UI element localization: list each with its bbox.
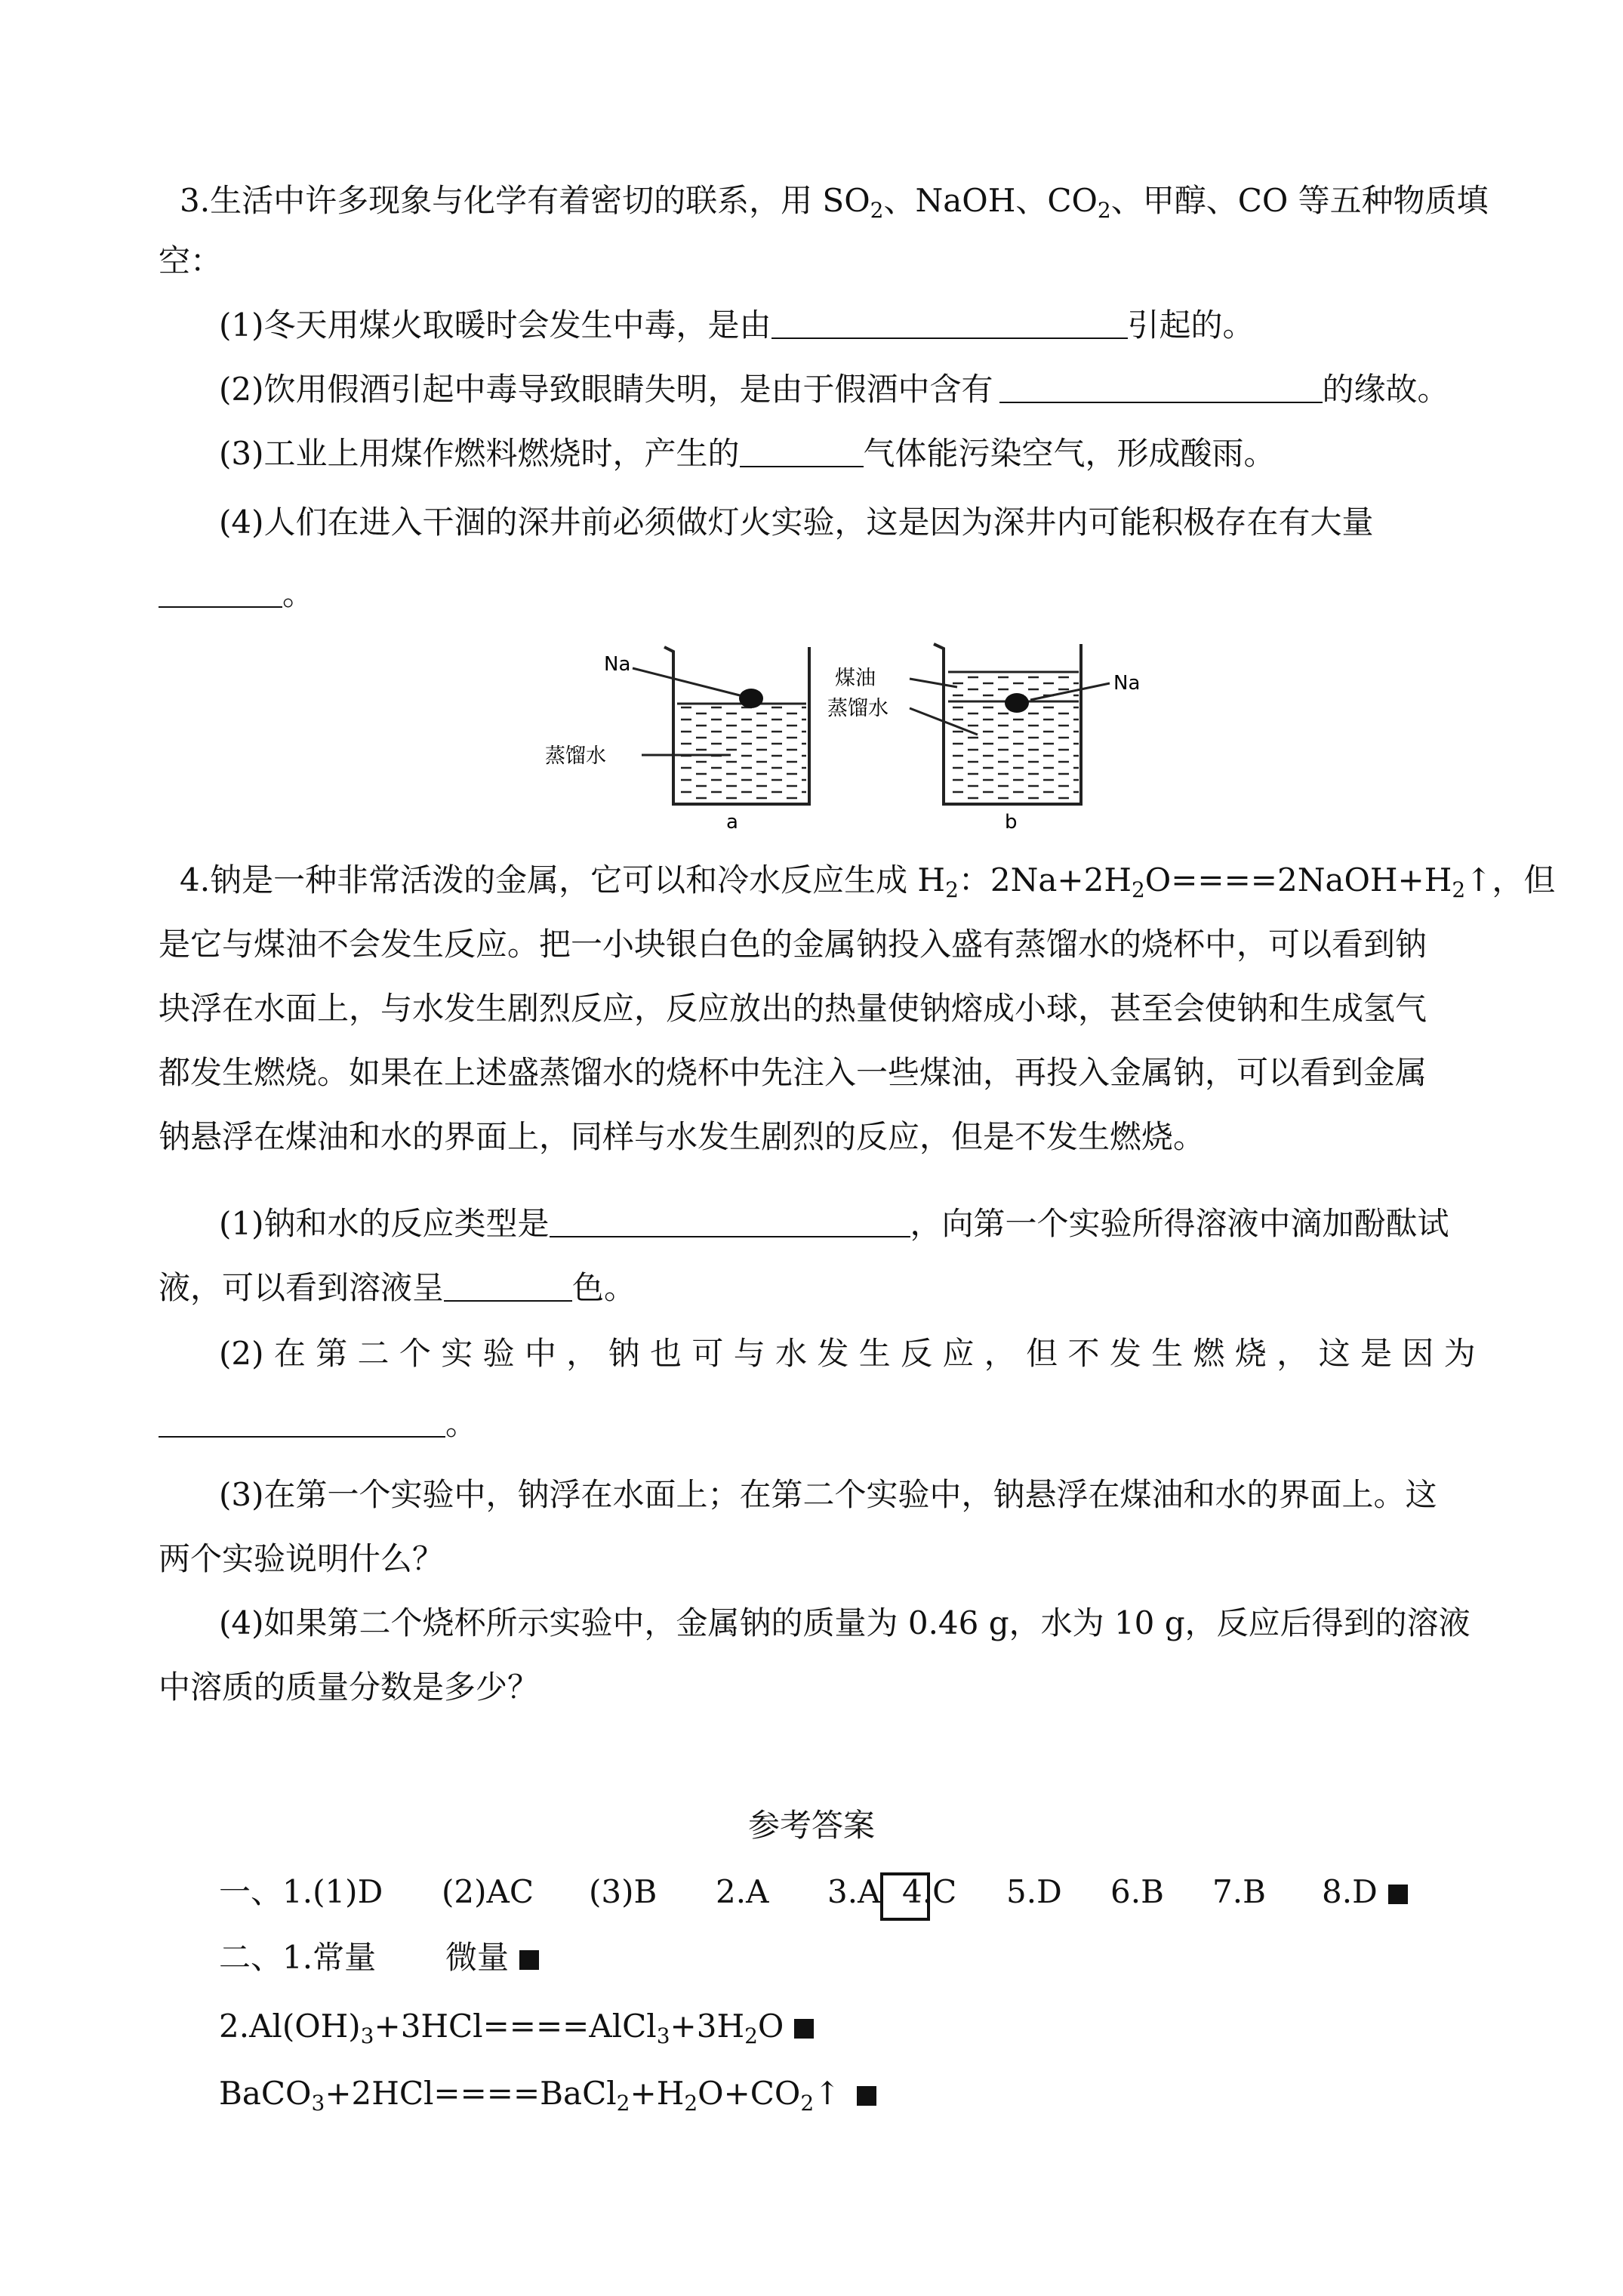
- square-marker: [794, 2019, 814, 2039]
- q4-part3: (3)在第一个实验中，钠浮在水面上；在第二个实验中，钠悬浮在煤油和水的界面上。这: [219, 1476, 1437, 1513]
- q4-part3-cont: 两个实验说明什么？: [159, 1540, 445, 1577]
- sodium-ball: [739, 689, 763, 708]
- answer-item: 二、1.常量: [219, 1939, 377, 1976]
- answer-item: 3.A: [827, 1873, 881, 1910]
- answers-row2: [219, 1925, 1532, 1990]
- answer-equation-1: $2.Al(OH)_3+3HCl====AlCl_3+3H_2O$: [219, 1994, 1532, 2069]
- highlight-box: [880, 1872, 930, 1921]
- label-distilled-water: 蒸馏水: [545, 744, 606, 768]
- q4-part1: (1)钠和水的反应类型是 ，向第一个实验所得溶液中滴加酚酞试: [219, 1191, 1472, 1256]
- answer-item: 7.B: [1212, 1873, 1266, 1910]
- beaker-b: [827, 644, 1140, 834]
- label-na: Na: [1113, 672, 1141, 695]
- label-na: Na: [604, 653, 631, 676]
- q3-stem-line2: 空：: [159, 242, 223, 279]
- q3-part1: (1)冬天用煤火取暖时会发生中毒，是由 引起的。: [219, 293, 1472, 358]
- q4-part1-cont: 液，可以看到溶液呈 色。: [159, 1256, 1472, 1321]
- label-kerosene: 煤油: [835, 667, 876, 690]
- answer-item: 一、1.(1)D: [219, 1873, 383, 1910]
- answers-row1: [219, 1860, 1532, 1925]
- answer-item: 8.D: [1322, 1873, 1378, 1910]
- answer-item: 2.A: [716, 1873, 769, 1910]
- caption-a: a: [726, 811, 738, 834]
- caption-b: b: [1005, 811, 1018, 834]
- label-distilled-water: 蒸馏水: [827, 697, 888, 720]
- q4-line2: 是它与煤油不会发生反应。把一小块银白色的金属钠投入盛有蒸馏水的烧杯中，可以看到钠: [159, 926, 1427, 963]
- beaker-figure: [545, 630, 1163, 834]
- answer-equation-2: $BaCO_3+2HCl====BaCl_2+H_2O+CO_2↑$: [219, 2061, 1532, 2136]
- q4-part4-cont: 中溶质的质量分数是多少？: [159, 1669, 540, 1706]
- q4-part2-cont: 。: [159, 1391, 1472, 1456]
- answer-item: (2)AC: [442, 1873, 534, 1910]
- answer-blank[interactable]: [740, 431, 864, 467]
- beaker-a: [545, 647, 809, 834]
- answer-blank[interactable]: [999, 367, 1323, 403]
- q4-line1: 4.钠是一种非常活泼的金属，它可以和冷水反应生成 $H_2$：$2Na+2H_2O====2NaOH+H_2↑$，但: [180, 861, 1556, 902]
- square-marker: [1388, 1885, 1408, 1904]
- answer-item: 微量: [445, 1939, 510, 1976]
- square-marker: [519, 1950, 539, 1970]
- sodium-ball: [1005, 693, 1029, 713]
- answer-blank[interactable]: [159, 572, 282, 608]
- answer-blank[interactable]: [159, 1401, 445, 1438]
- q4-part2: (2) 在 第 二 个 实 验 中 ， 钠 也 可 与 水 发 生 反 应 ， 但 不 发 生 燃 烧 ， 这 是 因 为: [219, 1335, 1476, 1372]
- q3-part2: (2)饮用假酒引起中毒导致眼睛失明，是由于假酒中含有 的缘故。: [219, 357, 1472, 422]
- answer-blank[interactable]: [771, 303, 1128, 339]
- answer-item: 4.C: [902, 1873, 957, 1910]
- answer-item: 5.D: [1006, 1873, 1062, 1910]
- square-marker: [857, 2086, 876, 2106]
- q4-line3: 块浮在水面上，与水发生剧烈反应，反应放出的热量使钠熔成小球，甚至会使钠和生成氢气: [159, 990, 1427, 1027]
- answer-blank[interactable]: [444, 1265, 572, 1302]
- q4-line4: 都发生燃烧。如果在上述盛蒸馏水的烧杯中先注入一些煤油，再投入金属钠，可以看到金属: [159, 1054, 1427, 1091]
- leader-line: [633, 668, 740, 695]
- q3-part4-cont: 。: [159, 562, 1472, 627]
- q4-part4: (4)如果第二个烧杯所示实验中，金属钠的质量为 0.46 g，水为 10 g，反应后得到的溶液: [219, 1604, 1471, 1641]
- answer-item: (3)B: [589, 1873, 658, 1910]
- q3-stem-line1: 3.生活中许多现象与化学有着密切的联系，用 $SO_2$、NaOH、$CO_2$、甲醇、CO 等五种物质填: [180, 182, 1489, 223]
- answer-blank[interactable]: [550, 1201, 910, 1237]
- q3-part4: (4)人们在进入干涸的深井前必须做灯火实验，这是因为深井内可能积极存在有大量: [219, 504, 1374, 541]
- answer-item: 6.B: [1110, 1873, 1164, 1910]
- q4-line5: 钠悬浮在煤油和水的界面上，同样与水发生剧烈的反应，但是不发生燃烧。: [159, 1118, 1206, 1155]
- answers-title: 参考答案: [747, 1807, 875, 1844]
- q3-part3: (3)工业上用煤作燃料燃烧时，产生的 气体能污染空气，形成酸雨。: [219, 421, 1472, 486]
